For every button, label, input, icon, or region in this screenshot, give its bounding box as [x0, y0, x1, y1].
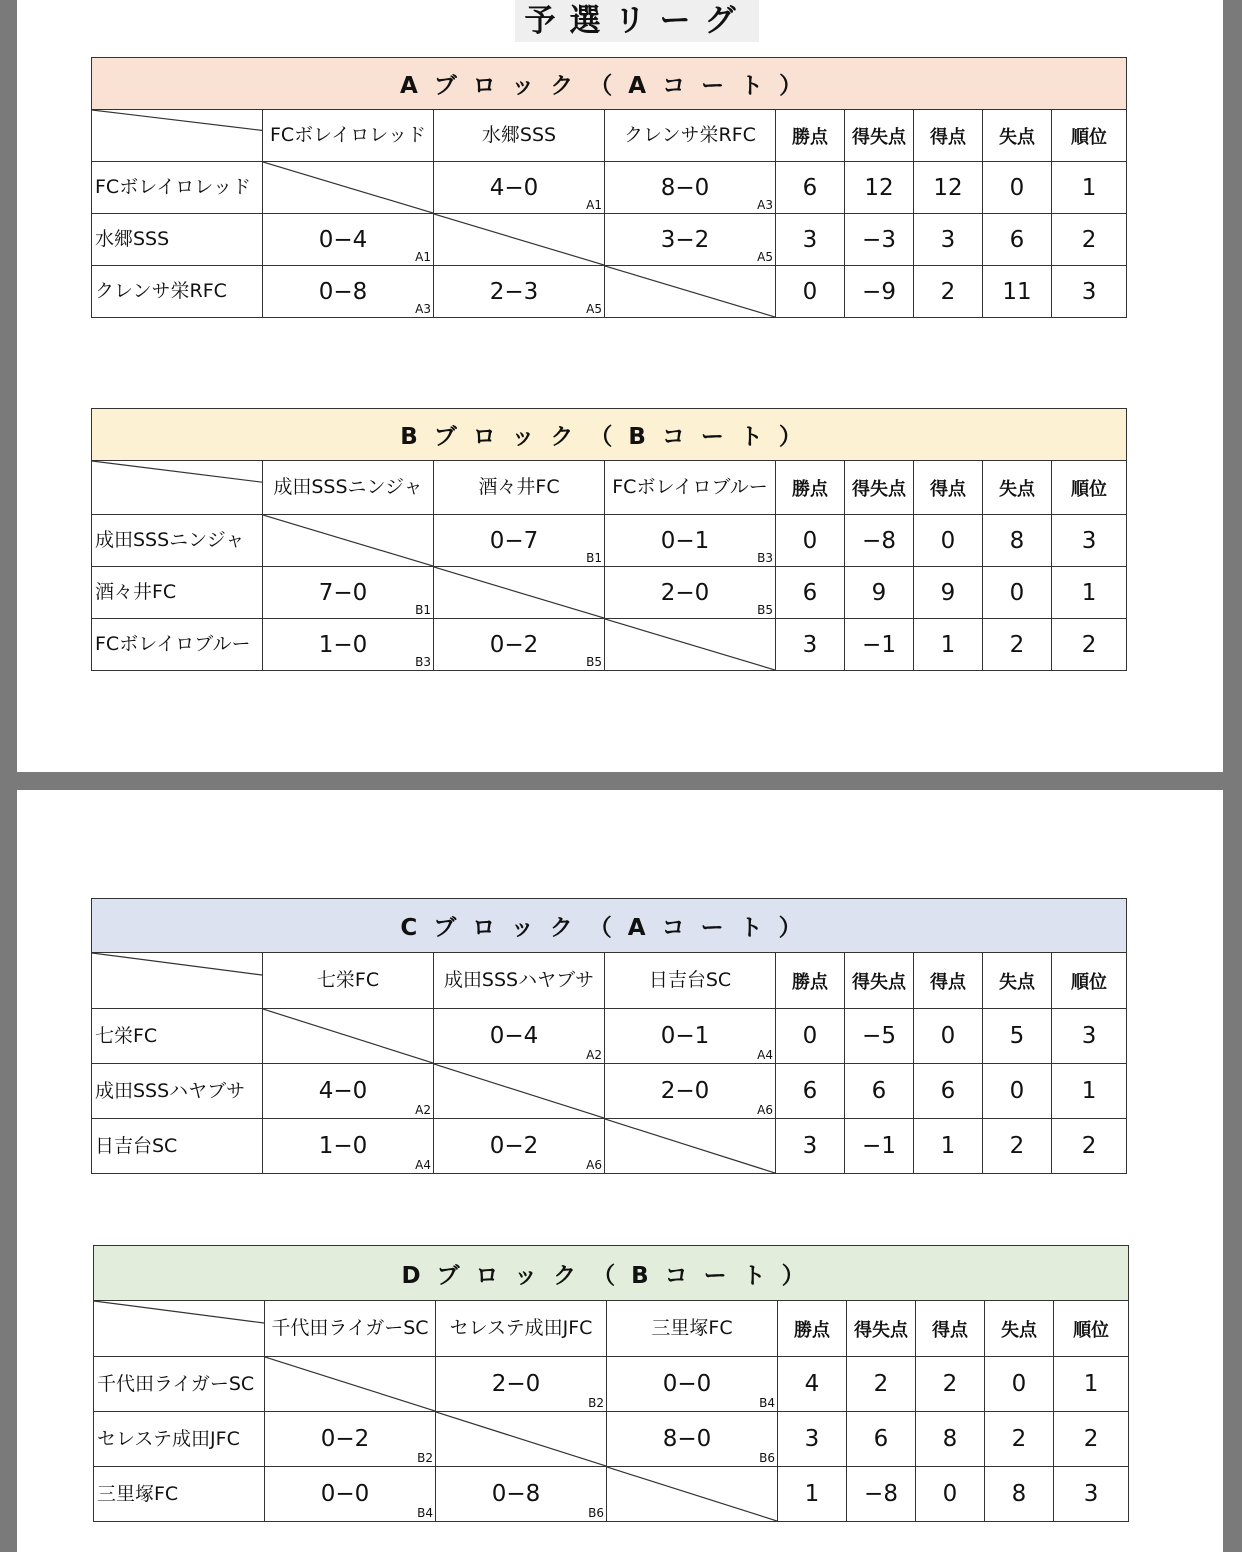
stat-header: 失点: [983, 110, 1052, 162]
column-team-name: セレステ成田JFC: [436, 1301, 607, 1357]
stat-value: 2: [1054, 1412, 1129, 1467]
match-result-cell: [605, 1009, 776, 1064]
stat-value: −8: [845, 515, 914, 567]
self-match-cell: [607, 1467, 778, 1522]
table-row: [92, 1119, 1127, 1174]
stat-value: 2: [847, 1357, 916, 1412]
stat-value: 1: [914, 619, 983, 671]
match-score: 0−2: [489, 1133, 539, 1159]
stat-value: −1: [845, 1119, 914, 1174]
match-code: A5: [586, 302, 602, 316]
stat-value: −9: [845, 266, 914, 318]
diagonal-line: [263, 515, 433, 566]
stat-value: 0: [916, 1467, 985, 1522]
match-result-cell: [263, 1119, 434, 1174]
stat-value: 1: [1052, 567, 1127, 619]
self-match-cell: [605, 1119, 776, 1174]
column-team-name: クレンサ栄RFC: [605, 110, 776, 162]
row-team-name: 日吉台SC: [92, 1119, 263, 1174]
match-score: 0−7: [489, 527, 539, 554]
self-match-cell: [265, 1357, 436, 1412]
table-row: [92, 266, 1127, 318]
diagonal-line: [605, 619, 775, 670]
match-result-cell: [605, 1064, 776, 1119]
stat-value: 2: [1052, 619, 1127, 671]
stat-value: 11: [983, 266, 1052, 318]
table-row: [92, 619, 1127, 671]
stat-value: 3: [776, 619, 845, 671]
row-team-name: 酒々井FC: [92, 567, 263, 619]
column-team-name: FCボレイロレッド: [263, 110, 434, 162]
stat-value: 2: [985, 1412, 1054, 1467]
stat-header: 失点: [983, 953, 1052, 1009]
block-header: Dブロック（Bコート）: [94, 1246, 1129, 1301]
stat-value: 1: [1052, 1064, 1127, 1119]
self-match-cell: [434, 567, 605, 619]
table-row: [92, 567, 1127, 619]
match-result-cell: [434, 266, 605, 318]
row-team-name: FCボレイロレッド: [92, 162, 263, 214]
diagonal-line: [434, 567, 604, 618]
match-code: A4: [757, 1048, 773, 1062]
match-score: 2−0: [491, 1371, 541, 1397]
match-result-cell: [607, 1357, 778, 1412]
stat-value: 2: [1052, 214, 1127, 266]
row-team-name: 成田SSSニンジャ: [92, 515, 263, 567]
match-code: B6: [759, 1451, 775, 1465]
stat-header: 順位: [1052, 953, 1127, 1009]
row-team-name: 千代田ライガーSC: [94, 1357, 265, 1412]
match-score: 0−4: [489, 1023, 539, 1049]
match-score: 2−0: [660, 1078, 710, 1104]
column-team-name: 成田SSSニンジャ: [263, 461, 434, 515]
stat-value: 6: [847, 1412, 916, 1467]
diagonal-line: [94, 1301, 264, 1356]
corner-cell: [92, 110, 263, 162]
row-team-name: クレンサ栄RFC: [92, 266, 263, 318]
column-team-name: 三里塚FC: [607, 1301, 778, 1357]
stat-value: 6: [914, 1064, 983, 1119]
stat-value: 8: [916, 1412, 985, 1467]
stat-value: 3: [914, 214, 983, 266]
match-code: A2: [586, 1048, 602, 1062]
stat-value: 8: [985, 1467, 1054, 1522]
match-code: A1: [415, 250, 431, 264]
match-code: B5: [586, 655, 602, 669]
stat-value: 2: [916, 1357, 985, 1412]
corner-cell: [94, 1301, 265, 1357]
column-team-name: 酒々井FC: [434, 461, 605, 515]
stat-header: 得失点: [845, 461, 914, 515]
table-row: [92, 214, 1127, 266]
stat-header: 勝点: [776, 110, 845, 162]
stat-header: 順位: [1052, 461, 1127, 515]
match-result-cell: [434, 515, 605, 567]
stat-value: 9: [914, 567, 983, 619]
match-code: B1: [586, 551, 602, 565]
match-result-cell: [607, 1412, 778, 1467]
stat-value: 3: [1052, 515, 1127, 567]
diagonal-line: [434, 214, 604, 265]
stat-header: 勝点: [776, 461, 845, 515]
match-code: A3: [757, 198, 773, 212]
block-header: Bブロック（Bコート）: [92, 409, 1127, 461]
row-team-name: セレステ成田JFC: [94, 1412, 265, 1467]
match-result-cell: [605, 162, 776, 214]
stat-value: 0: [914, 1009, 983, 1064]
corner-cell: [92, 461, 263, 515]
stat-header: 順位: [1052, 110, 1127, 162]
stat-header: 得点: [914, 110, 983, 162]
table-row: [94, 1467, 1129, 1522]
stat-value: 0: [776, 266, 845, 318]
diagonal-line: [92, 110, 262, 161]
match-result-cell: [263, 567, 434, 619]
diagonal-line: [605, 266, 775, 317]
self-match-cell: [605, 266, 776, 318]
match-score: 1−0: [318, 1133, 368, 1159]
table-row: [92, 162, 1127, 214]
match-score: 0−0: [662, 1371, 712, 1397]
stat-value: 0: [983, 567, 1052, 619]
match-score: 2−0: [660, 579, 710, 606]
stat-header: 失点: [983, 461, 1052, 515]
stat-header: 得点: [916, 1301, 985, 1357]
match-code: B6: [588, 1506, 604, 1520]
stat-header: 勝点: [778, 1301, 847, 1357]
match-code: B2: [588, 1396, 604, 1410]
stat-value: 6: [845, 1064, 914, 1119]
corner-cell: [92, 953, 263, 1009]
self-match-cell: [263, 162, 434, 214]
column-team-name: 七栄FC: [263, 953, 434, 1009]
diagonal-line: [92, 953, 262, 1008]
column-team-name: 千代田ライガーSC: [265, 1301, 436, 1357]
self-match-cell: [434, 214, 605, 266]
row-team-name: 水郷SSS: [92, 214, 263, 266]
stat-value: 1: [1054, 1357, 1129, 1412]
league-table-4: [93, 1245, 1129, 1522]
match-score: 0−4: [318, 226, 368, 253]
table-row: [92, 1064, 1127, 1119]
match-result-cell: [263, 214, 434, 266]
stat-value: 8: [983, 515, 1052, 567]
stat-header: 順位: [1054, 1301, 1129, 1357]
league-table-3: [91, 898, 1127, 1174]
match-score: 7−0: [318, 579, 368, 606]
diagonal-line: [265, 1357, 435, 1411]
stat-value: 0: [776, 515, 845, 567]
column-team-name: FCボレイロブルー: [605, 461, 776, 515]
match-score: 3−2: [660, 226, 710, 253]
stat-value: 0: [983, 1064, 1052, 1119]
stat-header: 得点: [914, 953, 983, 1009]
stat-value: 1: [1052, 162, 1127, 214]
column-team-name: 日吉台SC: [605, 953, 776, 1009]
match-code: B5: [757, 603, 773, 617]
stat-value: 3: [776, 1119, 845, 1174]
stat-value: 6: [776, 162, 845, 214]
stat-value: −8: [847, 1467, 916, 1522]
match-result-cell: [265, 1412, 436, 1467]
self-match-cell: [263, 515, 434, 567]
stat-value: 0: [985, 1357, 1054, 1412]
stat-value: 9: [845, 567, 914, 619]
match-score: 2−3: [489, 278, 539, 305]
stat-header: 失点: [985, 1301, 1054, 1357]
match-result-cell: [434, 162, 605, 214]
match-code: A3: [415, 302, 431, 316]
match-score: 0−8: [318, 278, 368, 305]
stat-value: −3: [845, 214, 914, 266]
stat-value: 2: [983, 1119, 1052, 1174]
match-result-cell: [436, 1357, 607, 1412]
stat-value: 3: [778, 1412, 847, 1467]
stat-value: 4: [778, 1357, 847, 1412]
match-score: 4−0: [318, 1078, 368, 1104]
stat-value: 6: [983, 214, 1052, 266]
stat-value: 1: [914, 1119, 983, 1174]
stat-value: 3: [1054, 1467, 1129, 1522]
match-code: A5: [757, 250, 773, 264]
stat-value: 2: [1052, 1119, 1127, 1174]
match-score: 8−0: [660, 174, 710, 201]
diagonal-line: [92, 461, 262, 514]
match-result-cell: [263, 266, 434, 318]
table-row: [94, 1357, 1129, 1412]
match-code: A2: [415, 1103, 431, 1117]
stat-value: 2: [914, 266, 983, 318]
match-score: 0−8: [491, 1481, 541, 1507]
league-table-2: [91, 408, 1127, 671]
match-result-cell: [605, 214, 776, 266]
stat-value: 2: [983, 619, 1052, 671]
match-result-cell: [434, 1009, 605, 1064]
match-score: 1−0: [318, 631, 368, 658]
stat-value: 0: [776, 1009, 845, 1064]
stat-value: 3: [776, 214, 845, 266]
diagonal-line: [263, 1009, 433, 1063]
stat-value: 3: [1052, 1009, 1127, 1064]
match-code: A1: [586, 198, 602, 212]
block-header: Cブロック（Aコート）: [92, 899, 1127, 953]
stat-header: 得失点: [847, 1301, 916, 1357]
self-match-cell: [436, 1412, 607, 1467]
table-row: [92, 515, 1127, 567]
match-code: B1: [415, 603, 431, 617]
match-result-cell: [605, 567, 776, 619]
stat-value: 12: [845, 162, 914, 214]
match-score: 4−0: [489, 174, 539, 201]
match-result-cell: [436, 1467, 607, 1522]
match-code: B4: [759, 1396, 775, 1410]
stat-value: −1: [845, 619, 914, 671]
stat-header: 勝点: [776, 953, 845, 1009]
self-match-cell: [434, 1064, 605, 1119]
diagonal-line: [605, 1119, 775, 1173]
stat-value: 0: [983, 162, 1052, 214]
table-row: [94, 1412, 1129, 1467]
stat-value: 1: [778, 1467, 847, 1522]
match-code: B3: [757, 551, 773, 565]
match-code: A6: [757, 1103, 773, 1117]
match-code: B3: [415, 655, 431, 669]
row-team-name: FCボレイロブルー: [92, 619, 263, 671]
stat-header: 得失点: [845, 110, 914, 162]
match-result-cell: [263, 1064, 434, 1119]
stat-value: 5: [983, 1009, 1052, 1064]
match-code: B4: [417, 1506, 433, 1520]
stat-value: 3: [1052, 266, 1127, 318]
row-team-name: 三里塚FC: [94, 1467, 265, 1522]
match-result-cell: [263, 619, 434, 671]
match-code: A6: [586, 1158, 602, 1172]
stat-header: 得点: [914, 461, 983, 515]
match-result-cell: [265, 1467, 436, 1522]
page-1: [17, 0, 1223, 772]
column-team-name: 成田SSSハヤブサ: [434, 953, 605, 1009]
match-score: 0−0: [320, 1481, 370, 1507]
diagonal-line: [436, 1412, 606, 1466]
match-score: 0−1: [660, 1023, 710, 1049]
self-match-cell: [605, 619, 776, 671]
stat-value: 6: [776, 567, 845, 619]
self-match-cell: [263, 1009, 434, 1064]
diagonal-line: [607, 1467, 777, 1521]
diagonal-line: [434, 1064, 604, 1118]
page-title: 予選リーグ: [515, 0, 759, 42]
row-team-name: 七栄FC: [92, 1009, 263, 1064]
stat-value: −5: [845, 1009, 914, 1064]
match-code: B2: [417, 1451, 433, 1465]
table-row: [92, 1009, 1127, 1064]
row-team-name: 成田SSSハヤブサ: [92, 1064, 263, 1119]
match-result-cell: [434, 1119, 605, 1174]
stat-value: 12: [914, 162, 983, 214]
block-header: Aブロック（Aコート）: [92, 58, 1127, 110]
league-table-1: [91, 57, 1127, 318]
match-score: 0−2: [320, 1426, 370, 1452]
column-team-name: 水郷SSS: [434, 110, 605, 162]
page-2: [17, 790, 1223, 1552]
match-code: A4: [415, 1158, 431, 1172]
match-score: 0−1: [660, 527, 710, 554]
stat-value: 0: [914, 515, 983, 567]
stat-header: 得失点: [845, 953, 914, 1009]
match-score: 8−0: [662, 1426, 712, 1452]
stat-value: 6: [776, 1064, 845, 1119]
match-score: 0−2: [489, 631, 539, 658]
match-result-cell: [434, 619, 605, 671]
diagonal-line: [263, 162, 433, 213]
match-result-cell: [605, 515, 776, 567]
